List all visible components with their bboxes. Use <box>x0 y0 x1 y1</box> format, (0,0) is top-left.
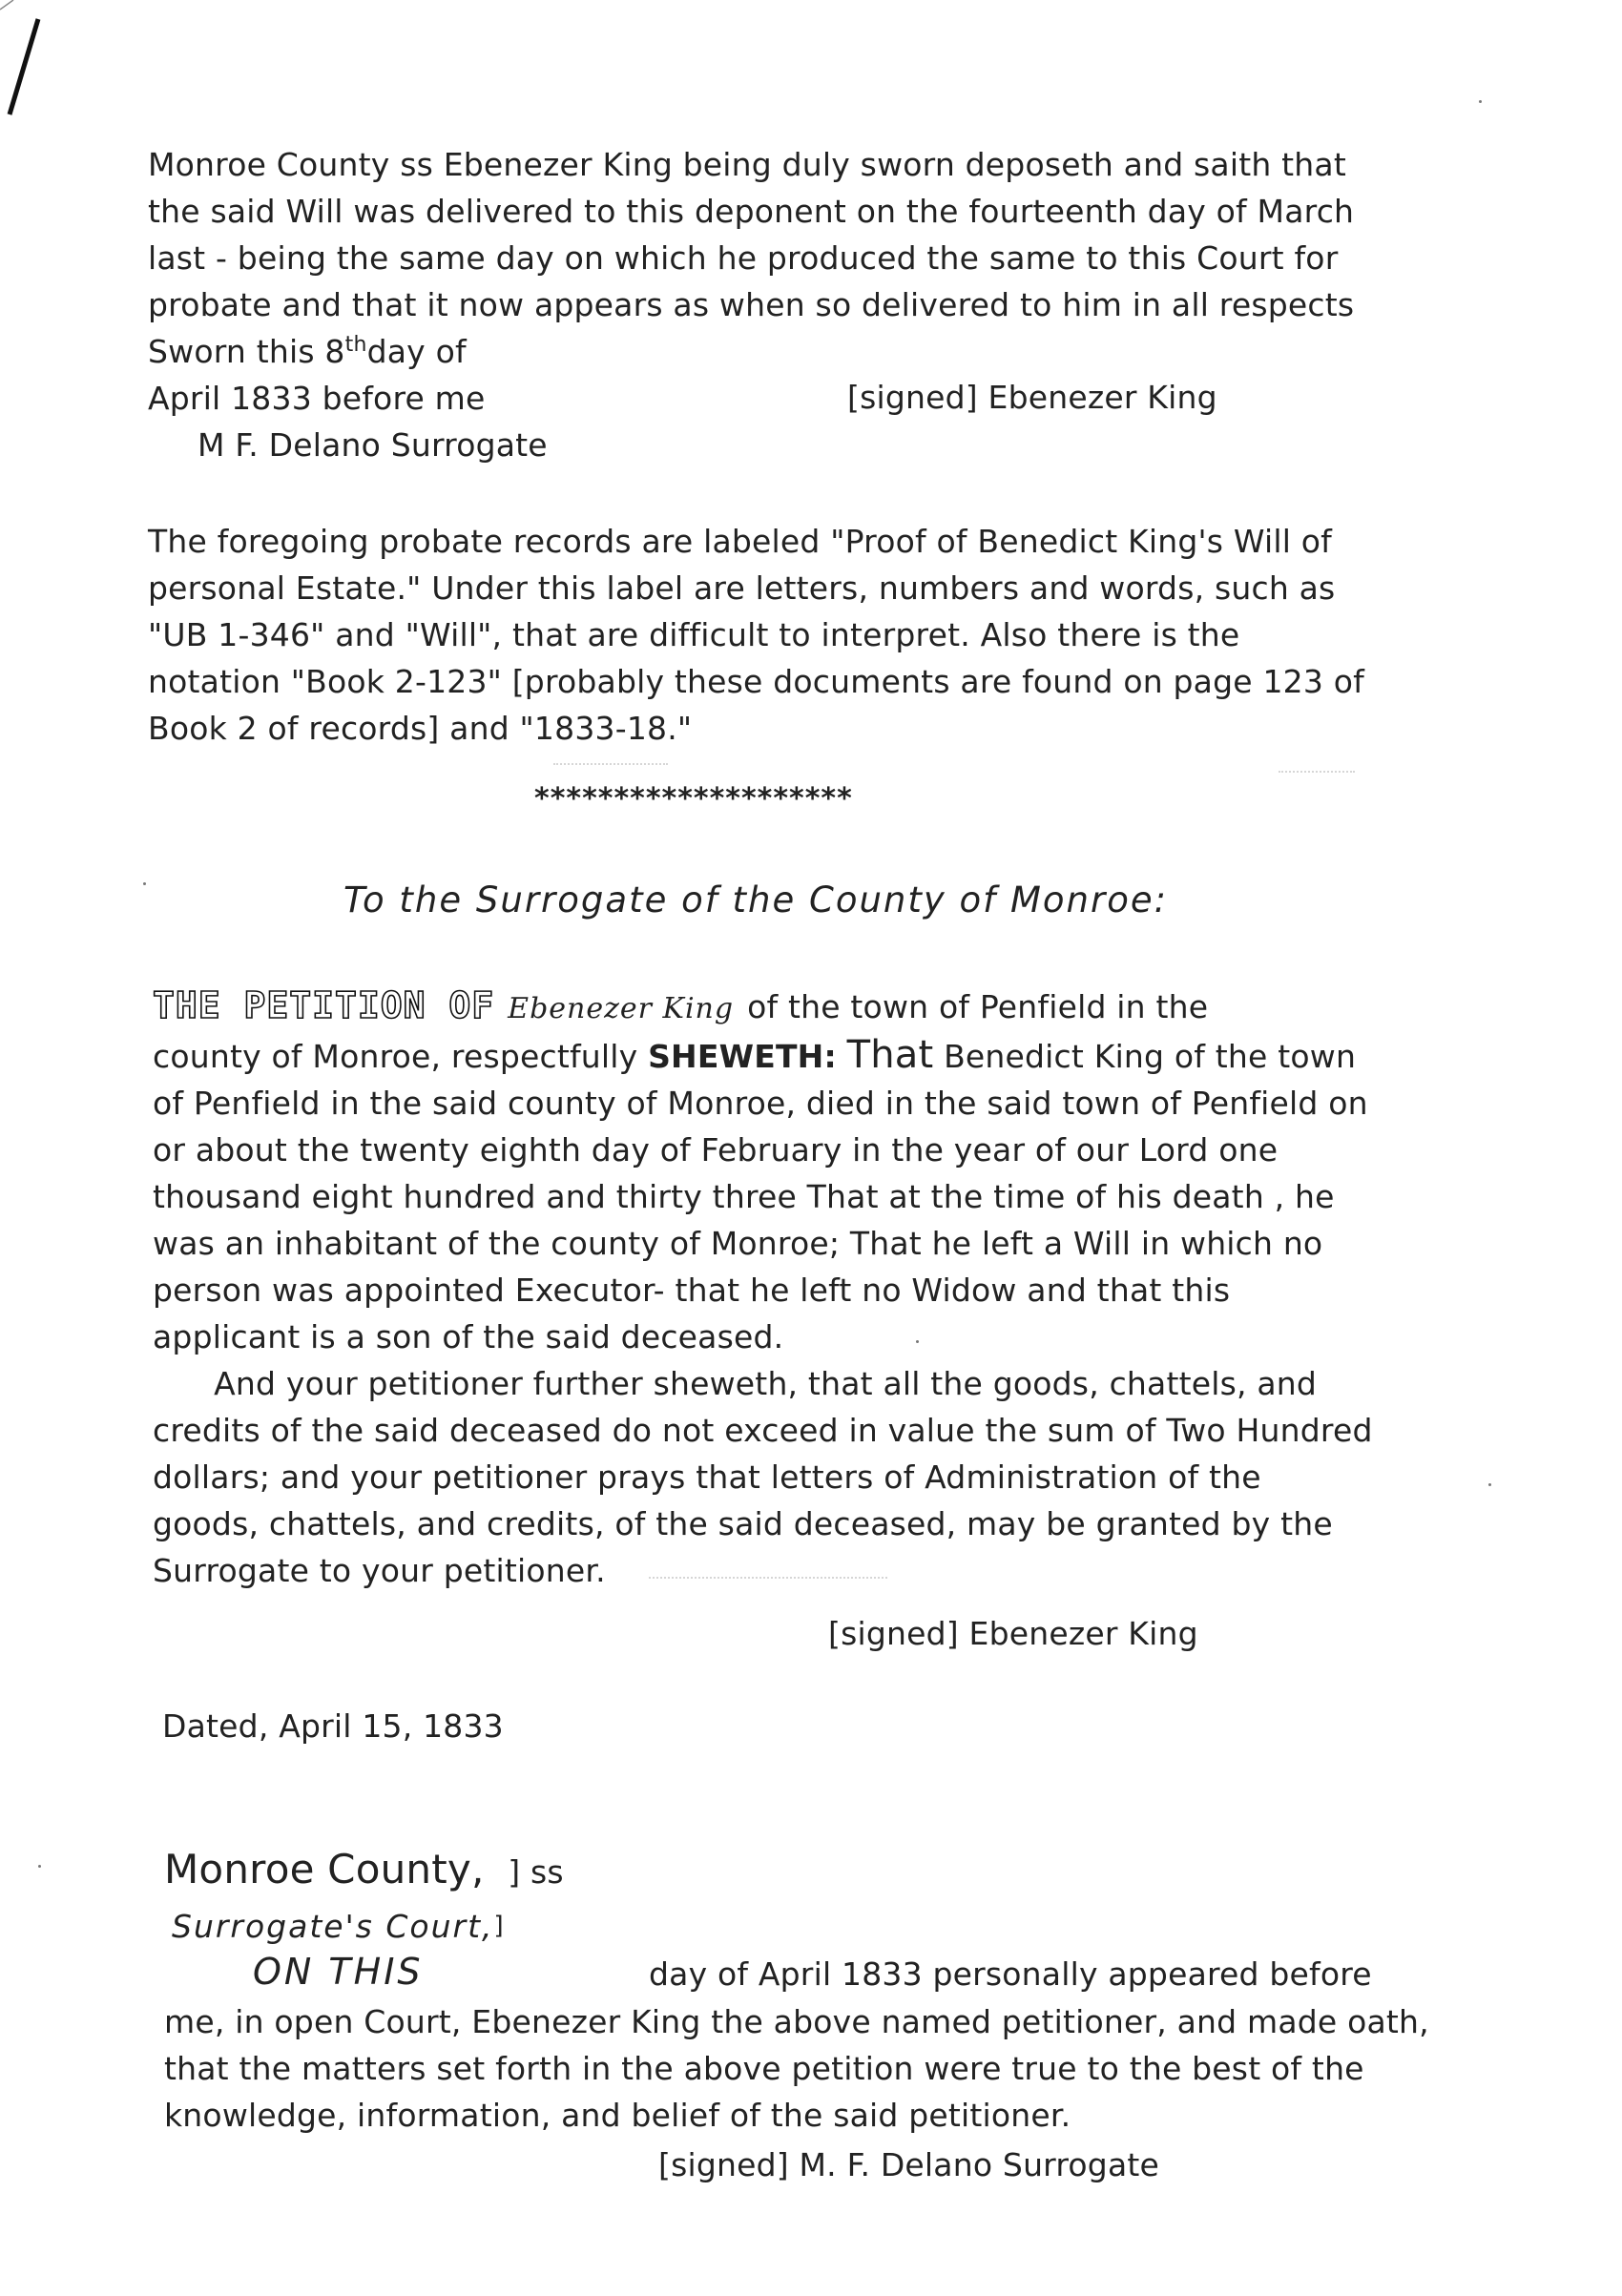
deposition-line: Monroe County ss Ebenezer King being duly sworn deposeth and saith that <box>148 146 1346 183</box>
deposition-signature: [signed] Ebenezer King <box>847 379 1217 416</box>
superscript-th: th <box>344 333 367 357</box>
petition-dated: Dated, April 15, 1833 <box>162 1707 504 1745</box>
note-line: The foregoing probate records are labeled "Proof of Benedict King's Will of <box>148 523 1332 560</box>
scan-speck <box>1488 1483 1491 1486</box>
oath-line: that the matters set forth in the above petition were true to the best of the <box>164 2050 1364 2087</box>
section-separator: ******************** <box>534 782 853 816</box>
oath-line: knowledge, information, and belief of the said petitioner. <box>164 2097 1071 2134</box>
surrogate-officer: M F. Delano Surrogate <box>198 426 548 464</box>
oath-county-line <box>164 1846 564 1895</box>
oath-first-line-rest: day of April 1833 personally appeared before <box>649 1955 1372 1993</box>
oath-first-line <box>253 1949 424 1996</box>
oath-line: me, in open Court, Ebenezer King the above named petitioner, and made oath, <box>164 2003 1429 2040</box>
scan-speck <box>1479 100 1482 103</box>
scan-speck <box>38 1865 41 1868</box>
oath-ss: ] ss <box>508 1853 564 1891</box>
oath-court: Surrogate's Court, <box>172 1908 494 1945</box>
note-line: personal Estate." Under this label are letters, numbers and words, such as <box>148 569 1336 607</box>
petition-line: And your petitioner further sheweth, that all the goods, chattels, and <box>153 1365 1318 1402</box>
corner-pen-mark <box>0 0 76 134</box>
note-line: notation "Book 2-123" [probably these documents are found on page 123 of <box>148 663 1364 700</box>
petitioner-name: Ebenezer King <box>508 992 735 1025</box>
petition-block <box>153 983 1373 1594</box>
petition-line: thousand eight hundred and thirty three That at the time of his death , he <box>153 1178 1335 1215</box>
scan-speck <box>143 882 146 885</box>
that-label: That <box>846 1033 934 1077</box>
petition-signature: [signed] Ebenezer King <box>828 1615 1198 1652</box>
note-line: "UB 1-346" and "Will", that are difficult to interpret. Also there is the <box>148 616 1240 653</box>
note-line: Book 2 of records] and "1833-18." <box>148 710 693 747</box>
petition-line: or about the twenty eighth day of February in the year of our Lord one <box>153 1131 1279 1169</box>
petition-line: of Penfield in the said county of Monroe, died in the said town of Penfield on <box>153 1085 1368 1122</box>
petition-first-line: THE PETITION OF Ebenezer King of the town of Penfield in the <box>153 984 1209 1026</box>
scan-smudge <box>1279 771 1355 773</box>
scan-smudge <box>553 763 668 765</box>
oath-court-line: Surrogate's Court,] <box>172 1908 504 1945</box>
scan-speck <box>916 1340 919 1343</box>
deposition-line: last - being the same day on which he produced the same to this Court for <box>148 239 1339 277</box>
sheweth-label: SHEWETH: <box>648 1038 837 1075</box>
sworn-line: Sworn this 8thday of <box>148 333 467 370</box>
deposition-line: the said Will was delivered to this deponent on the fourteenth day of March <box>148 193 1355 230</box>
note-block <box>148 518 1364 752</box>
petition-line: applicant is a son of the said deceased. <box>153 1318 784 1355</box>
oath-county: Monroe County, <box>164 1846 485 1893</box>
scan-smudge <box>649 1577 887 1579</box>
petition-heading: THE PETITION OF <box>153 984 495 1026</box>
petition-line: was an inhabitant of the county of Monroe; That he left a Will in which no <box>153 1225 1323 1262</box>
petition-line: person was appointed Executor- that he left no Widow and that this <box>153 1272 1231 1309</box>
petition-line: goods, chattels, and credits, of the said deceased, may be granted by the <box>153 1505 1333 1542</box>
petition-address: To the Surrogate of the County of Monroe: <box>343 879 1169 920</box>
oath-block <box>164 1998 1429 2139</box>
sworn-date-line: April 1833 before me <box>148 380 486 417</box>
petition-line: dollars; and your petitioner prays that letters of Administration of the <box>153 1458 1261 1496</box>
petition-line: credits of the said deceased do not exceed in value the sum of Two Hundred <box>153 1412 1373 1449</box>
petition-line: county of Monroe, respectfully SHEWETH: That Benedict King of the town <box>153 1033 1357 1077</box>
deposition-line: probate and that it now appears as when so delivered to him in all respects <box>148 286 1355 323</box>
on-this-label: ON THIS <box>253 1951 424 1993</box>
petition-line: Surrogate to your petitioner. <box>153 1552 606 1589</box>
oath-signature: [signed] M. F. Delano Surrogate <box>658 2146 1160 2183</box>
